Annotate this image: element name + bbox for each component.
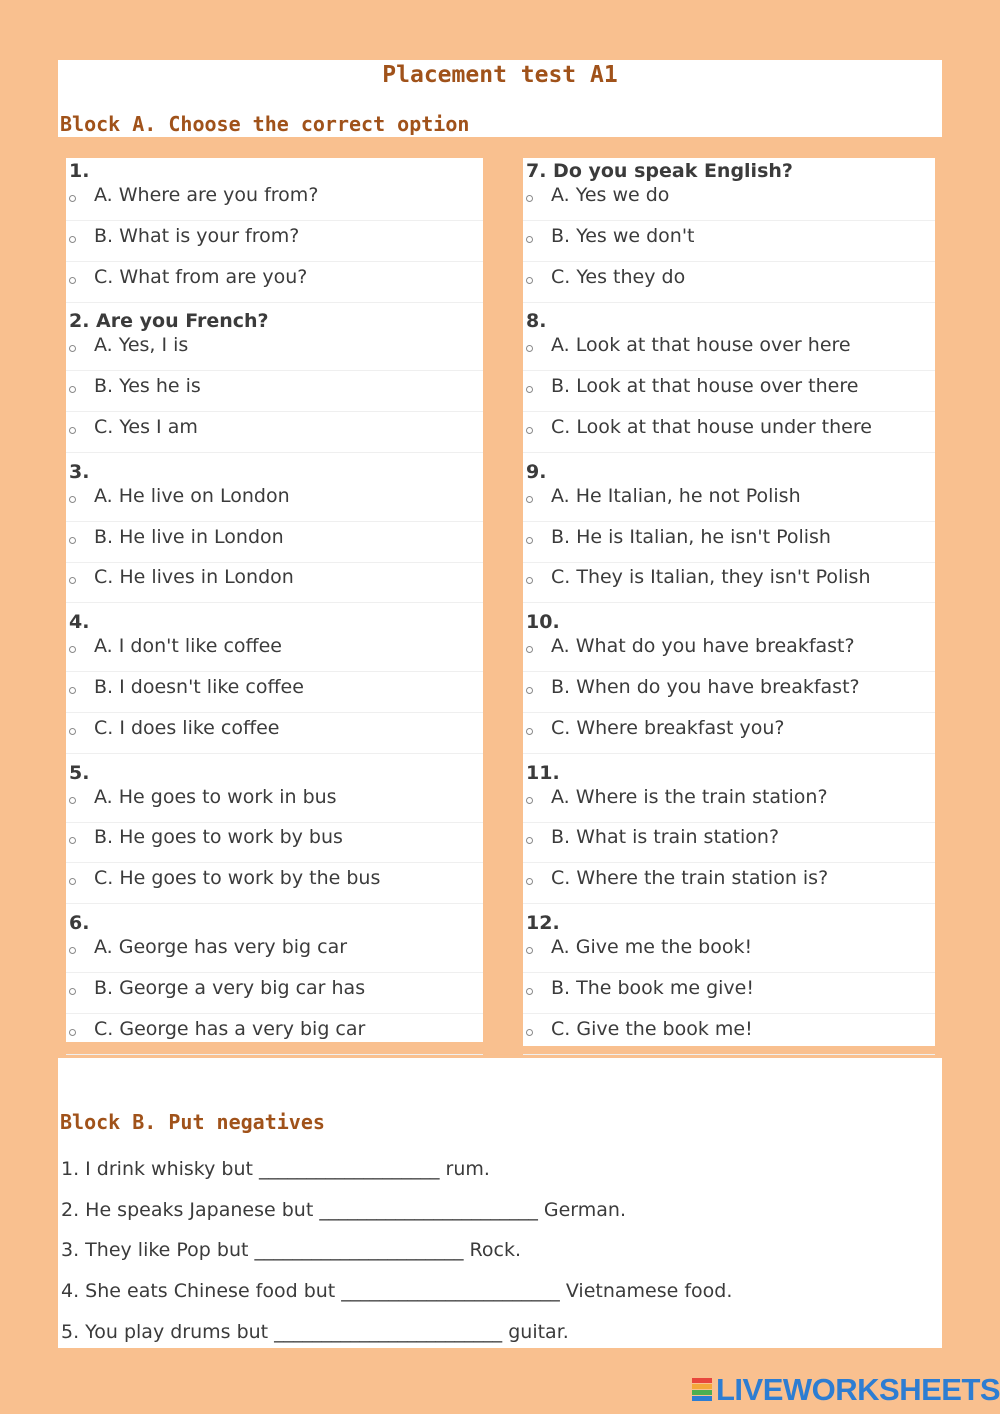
answer-option[interactable] xyxy=(66,262,483,303)
answer-option[interactable] xyxy=(523,371,935,412)
question xyxy=(66,910,483,1060)
answer-option-label: C. He lives in London xyxy=(94,566,294,589)
answer-option-label: C. What from are you? xyxy=(94,265,308,288)
question-title: 6. xyxy=(69,912,90,934)
answer-option-label: B. He is Italian, he isn't Polish xyxy=(551,525,831,548)
liveworksheets-logo-icon xyxy=(692,1378,712,1402)
answer-option[interactable] xyxy=(523,481,935,522)
answer-option[interactable] xyxy=(66,562,483,603)
answer-option-label: B. Yes he is xyxy=(94,375,201,398)
answer-option-label: B. What is train station? xyxy=(551,826,780,849)
question-title: 2. Are you French? xyxy=(69,310,269,333)
radio-button-icon[interactable] xyxy=(526,988,533,995)
answer-option[interactable] xyxy=(66,713,483,754)
answer-option[interactable] xyxy=(523,863,935,904)
answer-option[interactable] xyxy=(66,221,483,262)
answer-option[interactable] xyxy=(66,822,483,863)
answer-option[interactable] xyxy=(66,180,483,221)
answer-option[interactable] xyxy=(523,412,935,453)
answer-option-label: C. Yes they do xyxy=(551,265,686,288)
block-a-heading: Block A. Choose the correct option xyxy=(60,112,470,136)
radio-button-icon[interactable] xyxy=(69,1029,76,1036)
question xyxy=(523,308,935,458)
question xyxy=(523,609,935,759)
answer-option-label: A. Where are you from? xyxy=(94,184,319,206)
questions-column-right xyxy=(523,158,935,1046)
radio-button-icon[interactable] xyxy=(69,236,76,243)
answer-option[interactable] xyxy=(66,522,483,563)
brand-name: LIVEWORKSHEETS xyxy=(716,1372,1000,1407)
answer-option-label: A. Yes we do xyxy=(551,184,670,206)
radio-button-icon[interactable] xyxy=(526,236,533,243)
answer-option-label: A. George has very big car xyxy=(94,936,348,958)
answer-option-label: B. The book me give! xyxy=(551,976,754,999)
answer-option[interactable] xyxy=(523,330,935,371)
answer-option-label: B. I doesn't like coffee xyxy=(94,675,304,698)
answer-option-label: A. He Italian, he not Polish xyxy=(551,484,801,507)
answer-option[interactable] xyxy=(66,863,483,904)
question-title: 7. Do you speak English? xyxy=(526,160,793,182)
answer-option-label: B. Yes we don't xyxy=(551,224,695,247)
answer-option-label: B. What is your from? xyxy=(94,224,300,247)
radio-button-icon[interactable] xyxy=(526,1029,533,1036)
answer-option[interactable] xyxy=(523,973,935,1014)
question-title: 9. xyxy=(526,460,547,483)
block-b-heading: Block B. Put negatives xyxy=(60,1110,325,1134)
answer-option-label: B. He live in London xyxy=(94,525,284,548)
radio-button-icon[interactable] xyxy=(526,345,533,352)
radio-button-icon[interactable] xyxy=(69,537,76,544)
liveworksheets-brand xyxy=(692,1372,1000,1408)
radio-button-icon[interactable] xyxy=(69,728,76,735)
radio-button-icon[interactable] xyxy=(526,427,533,434)
page-title: Placement test A1 xyxy=(382,62,618,88)
answer-option-label: C. Give the book me! xyxy=(551,1017,753,1040)
answer-option[interactable] xyxy=(523,1014,935,1055)
answer-option[interactable] xyxy=(66,631,483,672)
answer-option[interactable] xyxy=(523,932,935,973)
question xyxy=(523,158,935,308)
radio-button-icon[interactable] xyxy=(69,427,76,434)
radio-button-icon[interactable] xyxy=(526,687,533,694)
answer-option-label: A. What do you have breakfast? xyxy=(551,635,855,658)
answer-option-label: C. Yes I am xyxy=(94,415,198,438)
radio-button-icon[interactable] xyxy=(526,195,533,202)
answer-option-label: A. Look at that house over here xyxy=(551,334,851,357)
question-title: 4. xyxy=(69,611,90,634)
answer-option[interactable] xyxy=(66,782,483,823)
answer-option-label: B. Look at that house over there xyxy=(551,375,859,398)
answer-option[interactable] xyxy=(523,522,935,563)
answer-option-label: C. Look at that house under there xyxy=(551,415,872,438)
radio-button-icon[interactable] xyxy=(69,797,76,804)
question xyxy=(66,760,483,910)
radio-button-icon[interactable] xyxy=(526,646,533,653)
answer-option[interactable] xyxy=(66,412,483,453)
answer-option[interactable] xyxy=(523,262,935,303)
radio-button-icon[interactable] xyxy=(69,837,76,844)
radio-button-icon[interactable] xyxy=(526,386,533,393)
answer-option-label: C. George has a very big car xyxy=(94,1017,366,1040)
radio-button-icon[interactable] xyxy=(69,878,76,885)
answer-option-label: C. They is Italian, they isn't Polish xyxy=(551,566,871,589)
answer-option[interactable] xyxy=(523,672,935,713)
answer-option[interactable] xyxy=(66,371,483,412)
answer-option[interactable] xyxy=(66,481,483,522)
answer-option[interactable] xyxy=(523,713,935,754)
answer-option-label: A. He live on London xyxy=(94,484,290,507)
header-panel xyxy=(58,60,942,137)
answer-option-label: C. Where breakfast you? xyxy=(551,716,785,739)
radio-button-icon[interactable] xyxy=(69,988,76,995)
radio-button-icon[interactable] xyxy=(69,386,76,393)
question-title: 5. xyxy=(69,761,90,784)
answer-option[interactable] xyxy=(523,631,935,672)
question-title: 8. xyxy=(526,310,547,333)
answer-option-label: B. George a very big car has xyxy=(94,976,366,999)
radio-button-icon[interactable] xyxy=(69,687,76,694)
answer-option-label: C. I does like coffee xyxy=(94,716,280,739)
negative-sentence-5[interactable]: 5. You play drums but ________________________ guitar. xyxy=(61,1321,569,1343)
answer-option[interactable] xyxy=(66,330,483,371)
answer-option[interactable] xyxy=(523,822,935,863)
answer-option-label: A. Give me the book! xyxy=(551,936,753,958)
block-b-panel xyxy=(58,1058,942,1348)
question-title: 1. xyxy=(69,160,90,182)
answer-option[interactable] xyxy=(523,221,935,262)
negative-sentence-1[interactable]: 1. I drink whisky but ___________________ rum. xyxy=(61,1158,490,1180)
radio-button-icon[interactable] xyxy=(69,345,76,352)
answer-option-label: A. Where is the train station? xyxy=(551,785,828,808)
answer-option-label: A. Yes, I is xyxy=(94,334,189,357)
question-title: 10. xyxy=(526,611,560,634)
radio-button-icon[interactable] xyxy=(69,195,76,202)
radio-button-icon[interactable] xyxy=(526,837,533,844)
radio-button-icon[interactable] xyxy=(526,277,533,284)
answer-option[interactable] xyxy=(523,180,935,221)
question xyxy=(66,459,483,609)
questions-column-left xyxy=(66,158,483,1042)
radio-button-icon[interactable] xyxy=(526,496,533,503)
radio-button-icon[interactable] xyxy=(69,646,76,653)
answer-option[interactable] xyxy=(66,1014,483,1055)
radio-button-icon[interactable] xyxy=(69,496,76,503)
radio-button-icon[interactable] xyxy=(526,577,533,584)
radio-button-icon[interactable] xyxy=(69,947,76,954)
radio-button-icon[interactable] xyxy=(526,797,533,804)
radio-button-icon[interactable] xyxy=(69,277,76,284)
answer-option[interactable] xyxy=(66,932,483,973)
radio-button-icon[interactable] xyxy=(69,577,76,584)
negative-sentence-3[interactable]: 3. They like Pop but ______________________ Rock. xyxy=(61,1239,521,1261)
answer-option[interactable] xyxy=(66,973,483,1014)
question-title: 12. xyxy=(526,912,560,934)
question xyxy=(523,910,935,1060)
answer-option-label: B. When do you have breakfast? xyxy=(551,675,860,698)
question-title: 11. xyxy=(526,761,560,784)
answer-option-label: A. He goes to work in bus xyxy=(94,785,337,808)
negative-sentence-2[interactable]: 2. He speaks Japanese but _______________________ German. xyxy=(61,1199,626,1221)
question xyxy=(523,459,935,609)
answer-option-label: B. He goes to work by bus xyxy=(94,826,343,849)
answer-option-label: A. I don't like coffee xyxy=(94,635,282,658)
answer-option[interactable] xyxy=(523,562,935,603)
question xyxy=(66,158,483,308)
negative-sentence-4[interactable]: 4. She eats Chinese food but _______________________ Vietnamese food. xyxy=(61,1280,733,1302)
radio-button-icon[interactable] xyxy=(526,728,533,735)
answer-option-label: C. Where the train station is? xyxy=(551,867,829,890)
question xyxy=(523,760,935,910)
answer-option[interactable] xyxy=(66,672,483,713)
radio-button-icon[interactable] xyxy=(526,878,533,885)
radio-button-icon[interactable] xyxy=(526,537,533,544)
question xyxy=(66,308,483,458)
radio-button-icon[interactable] xyxy=(526,947,533,954)
question xyxy=(66,609,483,759)
question-title: 3. xyxy=(69,460,90,483)
answer-option[interactable] xyxy=(523,782,935,823)
answer-option-label: C. He goes to work by the bus xyxy=(94,867,381,890)
